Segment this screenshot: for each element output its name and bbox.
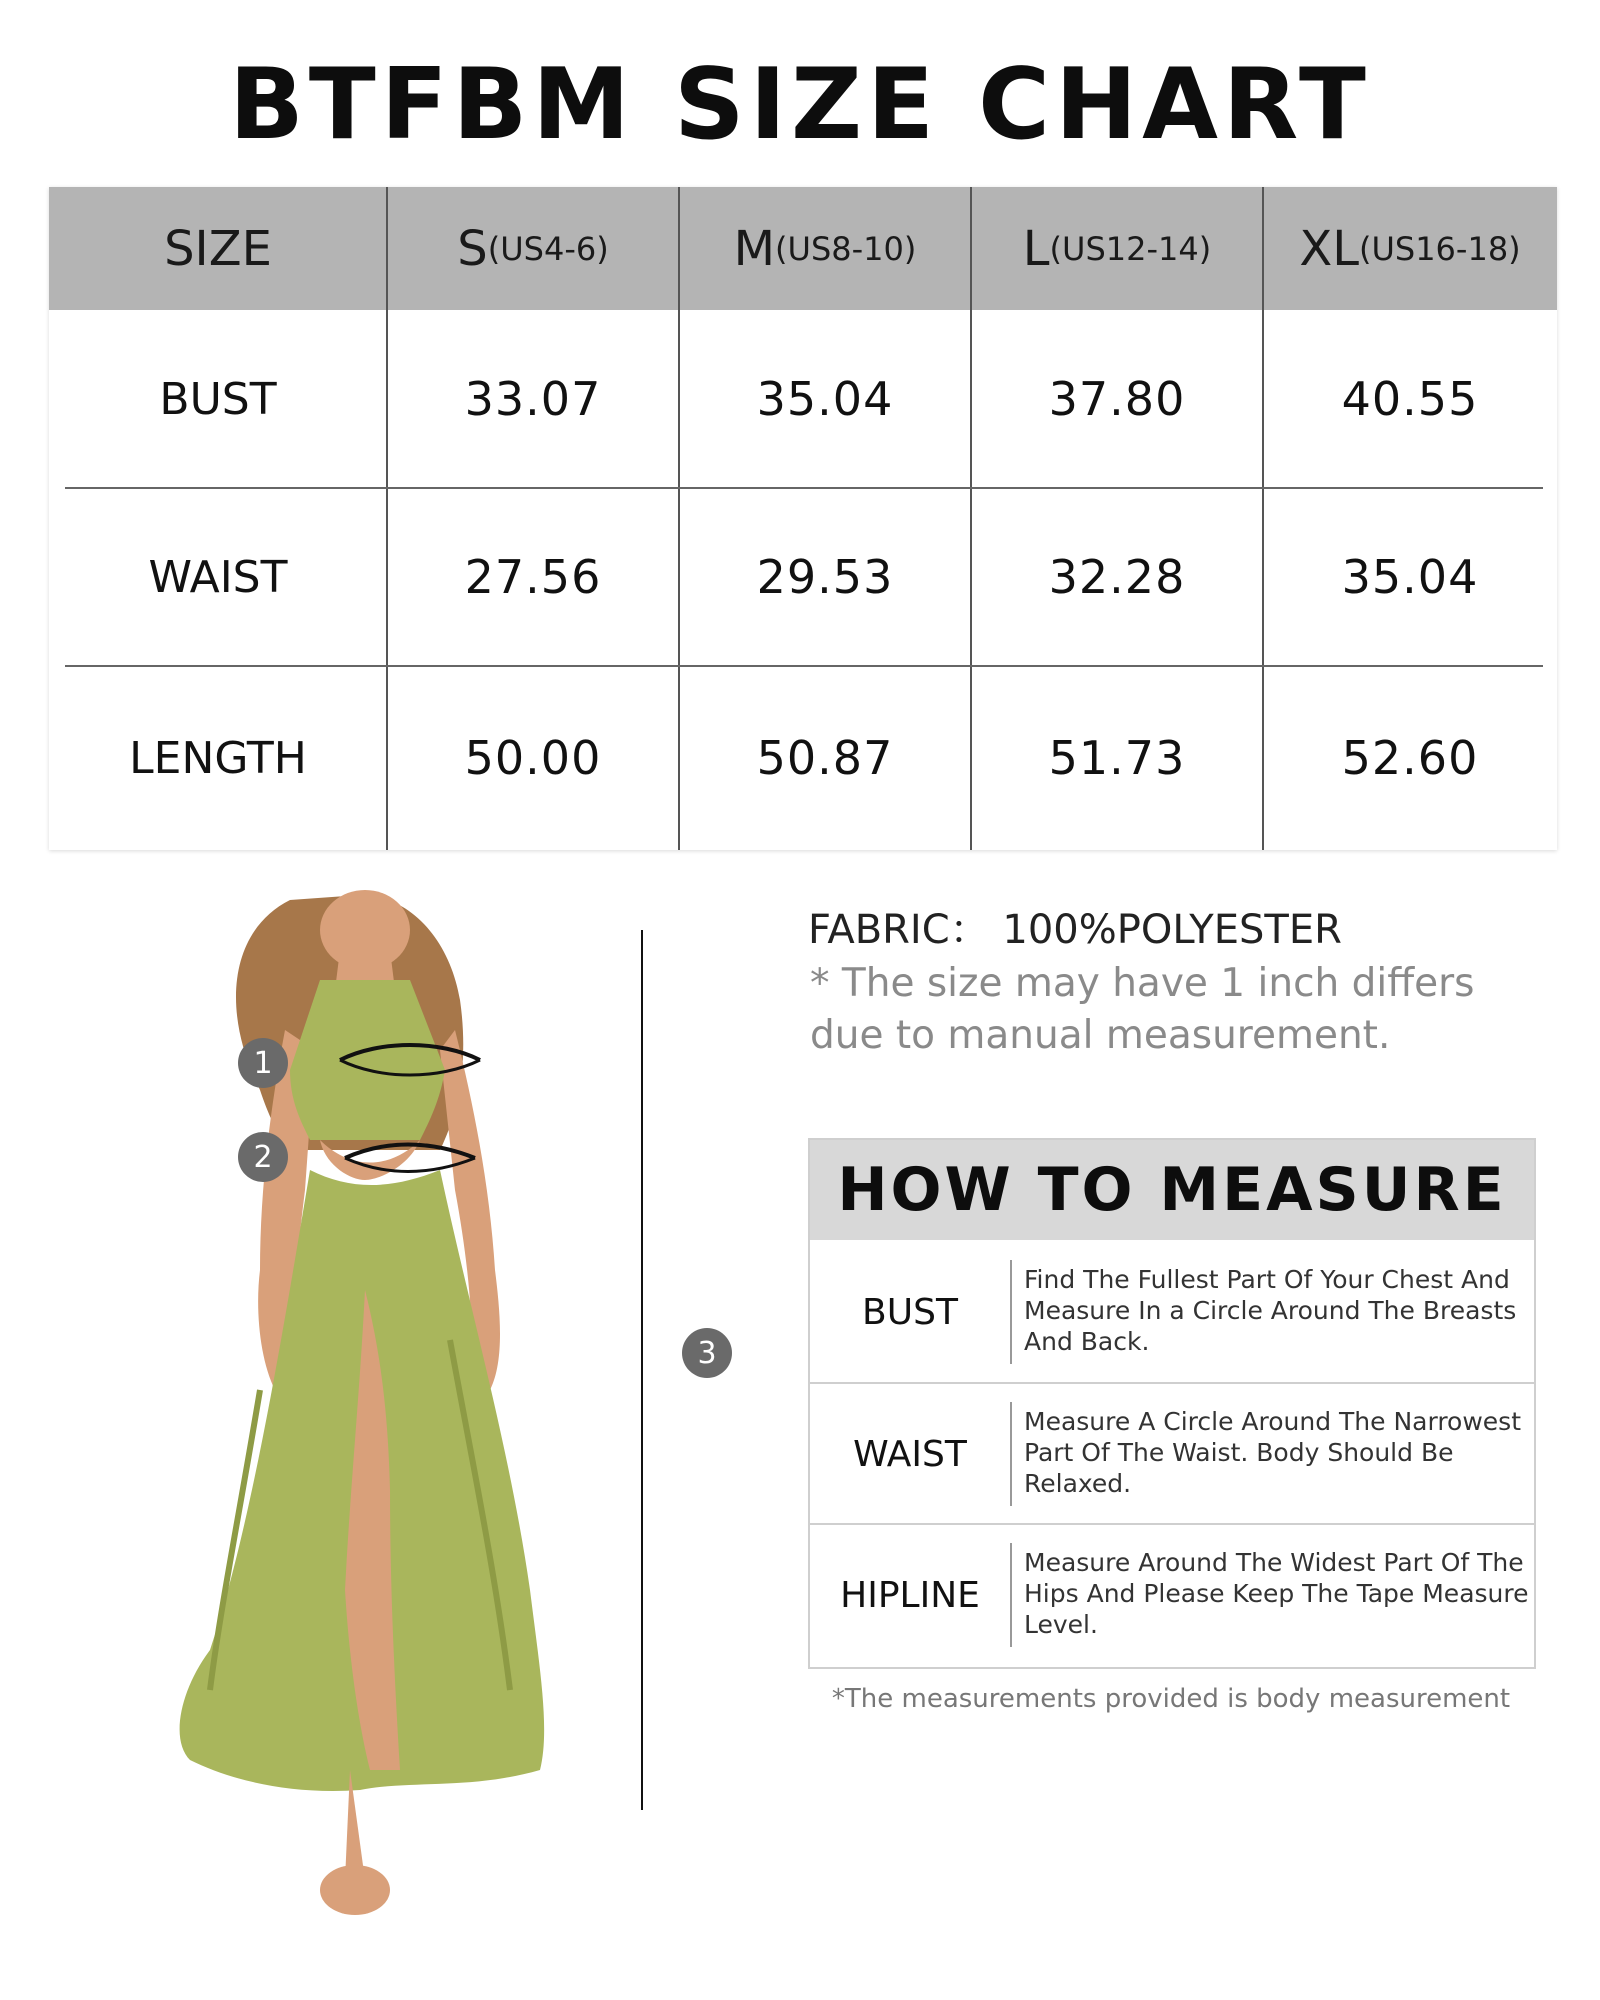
waist-m-value: 29.53 [756,550,894,604]
header-size-xl-main: XL [1299,220,1359,277]
header-size-s [387,187,679,310]
measure-label-waist: WAIST [853,1433,967,1475]
measure-row-bust [810,1242,1534,1382]
marker-1-badge: 1 [238,1038,288,1088]
bust-xl-value: 40.55 [1341,372,1479,426]
header-size-m-us: (US8-10) [775,229,917,268]
header-size-m-main: M [733,220,776,277]
header-size: SIZE [164,220,272,277]
header-size-l-main: L [1022,220,1050,277]
waist-s-value: 27.56 [464,550,602,604]
header-size-s-main: S [457,220,488,277]
waist-xl-value: 35.04 [1341,550,1479,604]
measure-desc-bust: Find The Fullest Part Of Your Chest And Measure In a Circle Around The Breasts And Back. [1024,1265,1517,1356]
header-size-xl-us: (US16-18) [1358,229,1521,268]
length-l-value: 51.73 [1048,731,1186,785]
measure-row-waist [810,1382,1534,1524]
footnote: *The measurements provided is body measurement [831,1684,1511,1714]
length-m-value: 50.87 [756,731,894,785]
row-label-waist: WAIST [148,551,288,603]
fabric-info: FABRIC： 100%POLYESTER [808,907,1342,953]
row-label-length: LENGTH [129,732,307,784]
measure-divider [1010,1402,1012,1506]
measure-label-bust: BUST [862,1291,958,1333]
how-to-measure-title: HOW TO MEASURE [810,1140,1534,1240]
marker-3-badge: 3 [682,1328,732,1378]
bust-m-value: 35.04 [756,372,894,426]
bust-s-value: 33.07 [464,372,602,426]
dress-illustration [110,890,670,1950]
header-size-m [679,187,971,310]
measure-divider [1010,1543,1012,1647]
how-to-measure-panel [808,1138,1536,1669]
header-size-l [971,187,1263,310]
measure-desc-hipline: Measure Around The Widest Part Of The Hips And Please Keep The Tape Measure Level. [1024,1548,1529,1639]
measure-row-hipline [810,1523,1534,1665]
measurement-note: * The size may have 1 inch differs due to manual measurement. [810,961,1475,1058]
model-figure [110,890,717,1950]
header-size-s-us: (US4-6) [487,229,609,268]
measure-desc-waist: Measure A Circle Around The Narrowest Part Of The Waist. Body Should Be Relaxed. [1024,1407,1522,1498]
header-size-xl [1263,187,1557,310]
size-chart-table [49,187,1557,850]
header-size-l-us: (US12-14) [1049,229,1212,268]
row-label-bust: BUST [159,373,277,425]
length-s-value: 50.00 [464,731,602,785]
page-title: BTFBM SIZE CHART [229,48,1371,162]
measure-divider [1010,1260,1012,1364]
marker-2-badge: 2 [238,1132,288,1182]
waist-l-value: 32.28 [1048,550,1186,604]
measure-label-hipline: HIPLINE [840,1574,980,1616]
bust-l-value: 37.80 [1048,372,1186,426]
length-xl-value: 52.60 [1341,731,1479,785]
